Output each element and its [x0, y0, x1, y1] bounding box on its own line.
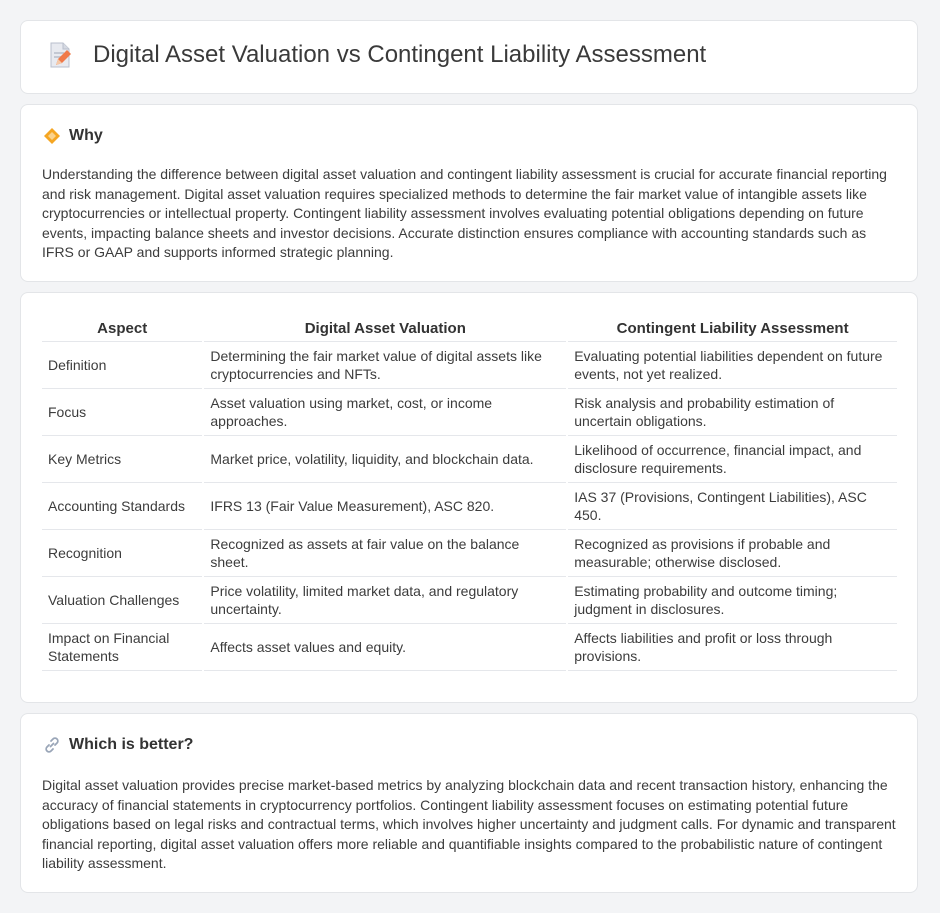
row-digital-asset: Price volatility, limited market data, and regulatory uncertainty.	[204, 577, 566, 624]
header-aspect: Aspect	[42, 315, 202, 342]
row-contingent-liability: Affects liabilities and profit or loss through provisions.	[568, 624, 897, 671]
better-text: Digital asset valuation provides precise market-based metrics by analyzing blockchain data and recent transaction history, enhancing the accuracy of financial statements in cryptocurrency portfolios. Contingent liability assessment focuses on estimating potential future obligations based on legal risks and contractual terms, which involves higher uncertainty and judgment calls. For dynamic and transparent financial reporting, digital asset valuation offers more reliable and quantifiable insights compared to the probabilistic nature of contingent liability assessment.	[42, 777, 896, 872]
row-aspect: Definition	[42, 342, 202, 389]
row-aspect: Valuation Challenges	[42, 577, 202, 624]
row-aspect: Key Metrics	[42, 436, 202, 483]
header-card	[20, 20, 918, 94]
row-aspect: Recognition	[42, 530, 202, 577]
why-section	[20, 104, 918, 282]
row-aspect: Focus	[42, 389, 202, 436]
comparison-section	[20, 292, 918, 703]
row-aspect: Accounting Standards	[42, 483, 202, 530]
row-contingent-liability: Risk analysis and probability estimation of uncertain obligations.	[568, 389, 897, 436]
better-heading	[43, 736, 193, 754]
table-row	[42, 530, 897, 577]
row-aspect: Impact on Financial Statements	[42, 624, 202, 671]
better-title: Which is better?	[69, 736, 194, 753]
row-contingent-liability: Evaluating potential liabilities dependent on future events, not yet realized.	[568, 342, 897, 389]
table-row	[42, 342, 897, 389]
row-digital-asset: Recognized as assets at fair value on the balance sheet.	[204, 530, 566, 577]
row-contingent-liability: Likelihood of occurrence, financial impact, and disclosure requirements.	[568, 436, 897, 483]
row-digital-asset: Determining the fair market value of digital assets like cryptocurrencies and NFTs.	[204, 342, 566, 389]
row-contingent-liability: Recognized as provisions if probable and measurable; otherwise disclosed.	[568, 530, 897, 577]
title-row	[47, 41, 706, 69]
table-row	[42, 577, 897, 624]
row-digital-asset: Market price, volatility, liquidity, and blockchain data.	[204, 436, 566, 483]
document-edit-icon	[47, 41, 73, 69]
why-title: Why	[69, 127, 103, 144]
row-digital-asset: Asset valuation using market, cost, or income approaches.	[204, 389, 566, 436]
header-contingent-liability: Contingent Liability Assessment	[568, 315, 897, 342]
table-header-row	[42, 315, 897, 342]
row-digital-asset: Affects asset values and equity.	[204, 624, 566, 671]
table-row	[42, 624, 897, 671]
table-row	[42, 483, 897, 530]
table-row	[42, 436, 897, 483]
header-digital-asset: Digital Asset Valuation	[204, 315, 566, 342]
row-contingent-liability: IAS 37 (Provisions, Contingent Liabilities), ASC 450.	[568, 483, 897, 530]
link-icon	[43, 736, 61, 754]
why-heading	[43, 127, 103, 145]
row-contingent-liability: Estimating probability and outcome timing; judgment in disclosures.	[568, 577, 897, 624]
diamond-icon	[43, 127, 61, 145]
which-is-better-section	[20, 713, 918, 893]
why-text: Understanding the difference between digital asset valuation and contingent liability assessment is crucial for accurate financial reporting and risk management. Digital asset valuation requires specialized methods to determine the fair market value of intangible assets like cryptocurrencies or intellectual property. Contingent liability assessment involves evaluating potential obligations depending on future events, impacting balance sheets and investor decisions. Accurate distinction ensures compliance with accounting standards such as IFRS or GAAP and supports informed strategic planning.	[42, 166, 887, 261]
row-digital-asset: IFRS 13 (Fair Value Measurement), ASC 820.	[204, 483, 566, 530]
table-row	[42, 389, 897, 436]
page-title: Digital Asset Valuation vs Contingent Liability Assessment	[93, 41, 707, 68]
comparison-table	[42, 315, 897, 671]
